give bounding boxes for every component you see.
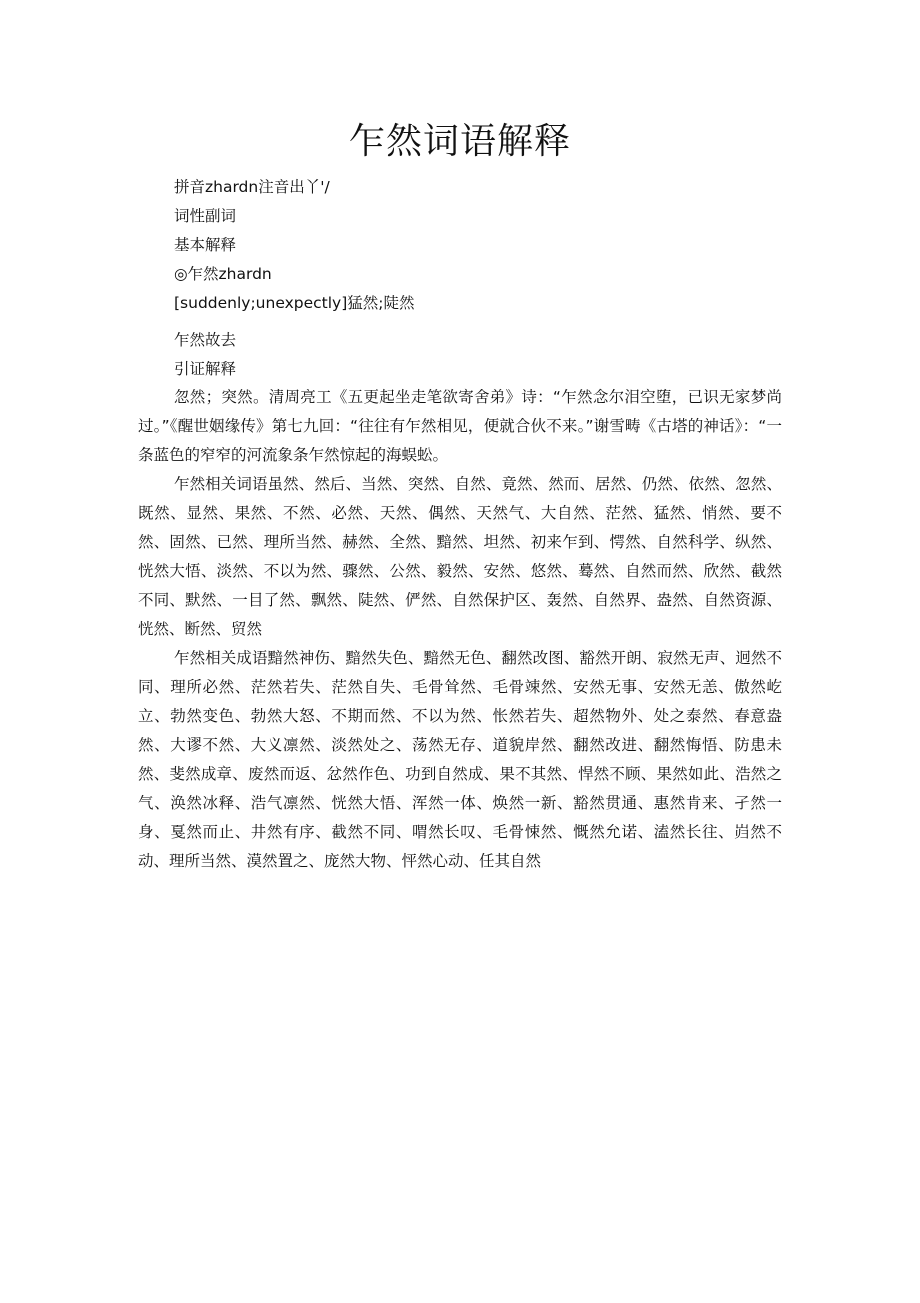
citation-paragraph: 忽然；突然。清周亮工《五更起坐走笔欲寄舍弟》诗：“乍然念尔泪空堕，已识无家梦尚过。”《醒世姻缘传》第七九回：“往往有乍然相见，便就合伙不来。”谢雪畴《古塔的神话》：“一条蓝色的窄窄的河流象条乍然惊起的海蜈蚣。 (138, 388, 782, 464)
related-words-paragraph: 乍然相关词语虽然、然后、当然、突然、自然、竟然、然而、居然、仍然、依然、忽然、既然、显然、果然、不然、必然、天然、偶然、天然气、大自然、茫然、猛然、悄然、要不然、固然、已然、理所当然、赫然、全然、黯然、坦然、初来乍到、愕然、自然科学、纵然、恍然大悟、淡然、不以为然、骤然、公然、毅然、安然、悠然、蓦然、自然而然、欣然、截然不同、默然、一目了然、飘然、陡然、俨然、自然保护区、轰然、自然界、盎然、自然资源、恍然、断然、贸然 (138, 475, 782, 638)
related-idioms-paragraph: 乍然相关成语黯然神伤、黯然失色、黯然无色、翻然改图、豁然开朗、寂然无声、迥然不同、理所必然、茫然若失、茫然自失、毛骨耸然、毛骨竦然、安然无事、安然无恙、傲然屹立、勃然变色、勃然大怒、不期而然、不以为然、怅然若失、超然物外、处之泰然、春意盎然、大谬不然、大义凛然、淡然处之、荡然无存、道貌岸然、翻然改进、翻然悔悟、防患未然、斐然成章、废然而返、忿然作色、功到自然成、果不其然、悍然不顾、果然如此、浩然之气、涣然冰释、浩气凛然、恍然大悟、浑然一体、焕然一新、豁然贯通、惠然肯来、孑然一身、戛然而止、井然有序、截然不同、喟然长叹、毛骨悚然、慨然允诺、溘然长往、岿然不动、理所当然、漠然置之、庞然大物、怦然心动、任其自然 (138, 649, 782, 870)
document-title: 乍然词语解释 (348, 121, 571, 162)
entry-line: ◎乍然zhardn (174, 265, 272, 283)
example-line: 乍然故去 (174, 331, 237, 349)
pinyin-line: 拼音zhardn注音出丫'/ (174, 178, 330, 196)
citation-heading: 引证解释 (174, 360, 237, 378)
translation-line: [suddenly;unexpectly]猛然;陡然 (174, 294, 415, 312)
basic-explanation-heading: 基本解释 (174, 236, 237, 254)
part-of-speech-line: 词性副词 (174, 207, 237, 225)
